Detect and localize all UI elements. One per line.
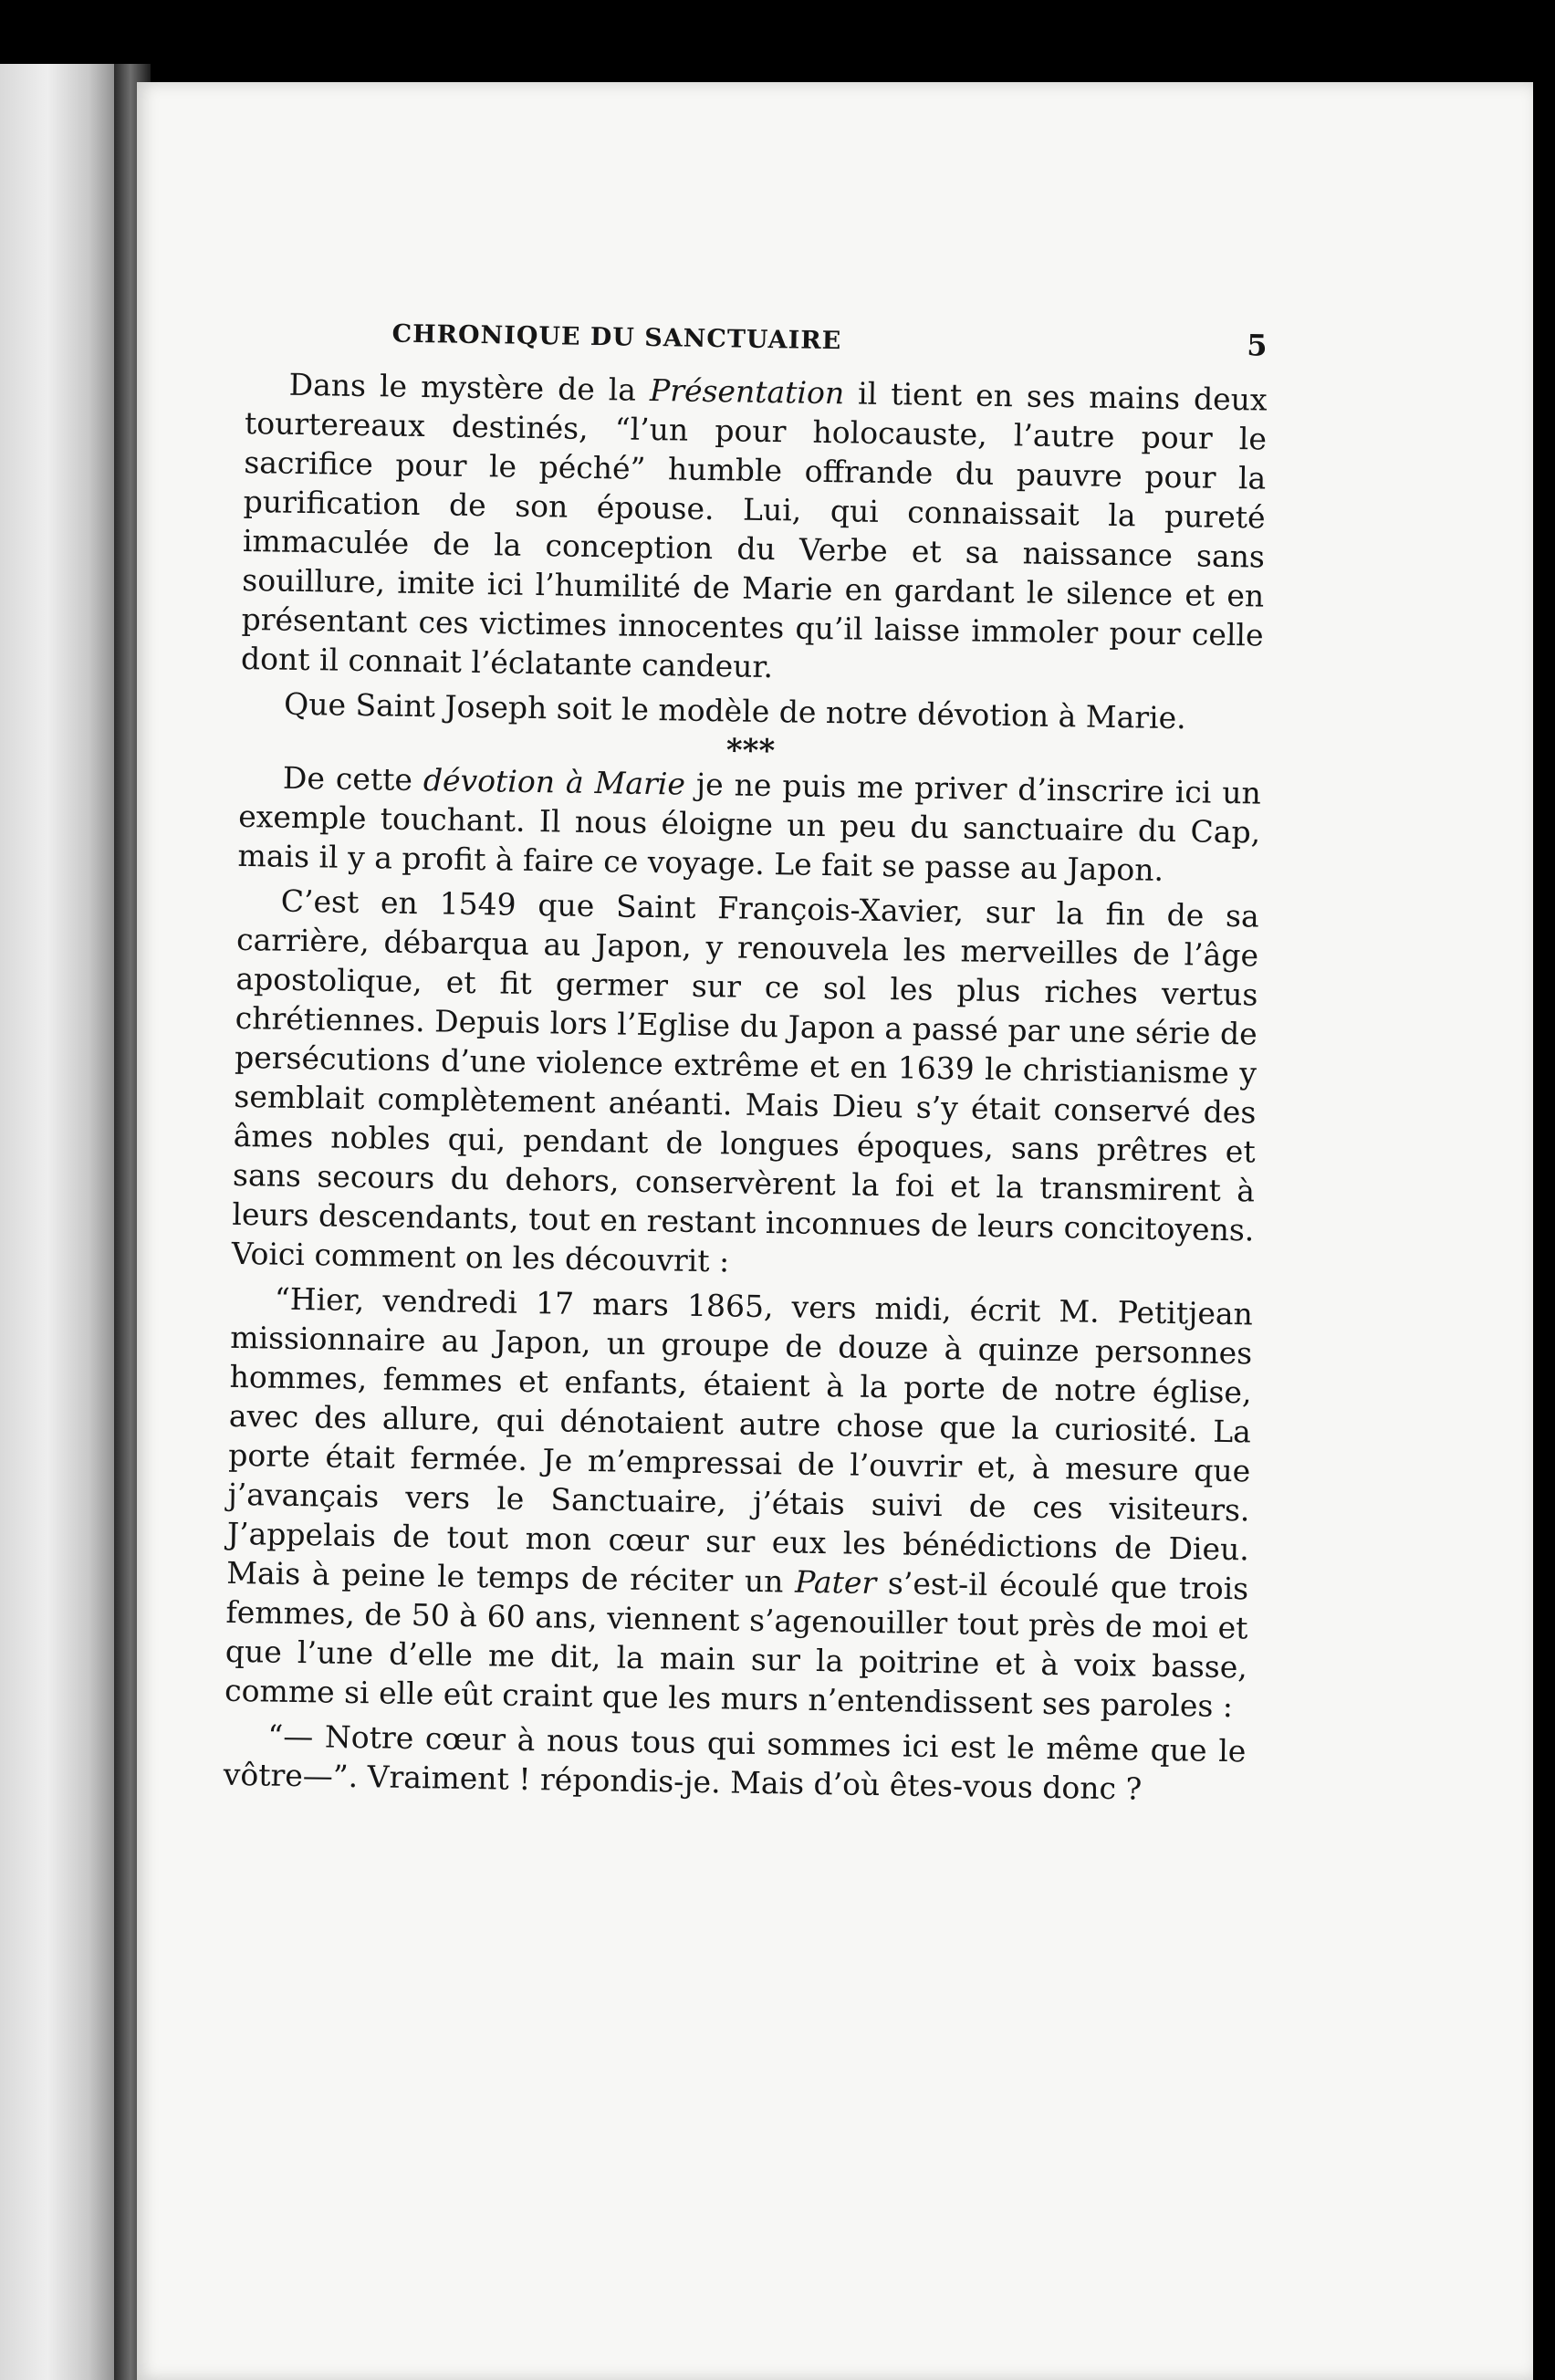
text-run: je ne puis me priver d’inscrire ici un exemple touchant. Il nous éloigne un peu du sanctuaire du Cap, mais il y a profit à faire ce voyage. Le fait se passe au Japon. [237,766,1262,888]
running-header [245,310,1268,368]
text-run: Dans le mystère de la [288,366,651,408]
paragraph [241,364,1268,694]
text-block [223,310,1268,1815]
text-run: “— Notre cœur à nous tous qui sommes ici est le même que le vôtre—”. Vraiment ! répondis-je. Mais d’où êtes-vous donc ? [223,1717,1247,1807]
italic-text: Présentation [649,371,845,412]
italic-text: dévotion à Marie [423,762,686,802]
section-presentation [240,364,1268,739]
book-page [137,82,1533,2380]
text-run: C’est en 1549 que Saint François-Xavier, sur la fin de sa carrière, débarqua au Japon, y renouvela les merveilles de l’âge apostolique, et fit germer sur ce sol les plus riches vertus chrétiennes. Depuis lors l’Eglise du Japon a passé par une série de persécutions d’une violence extrême et en 1639 le christianisme y semblait complètement anéanti. Mais Dieu s’y était conservé des âmes nobles qui, pendant de longues époques, sans prêtres et sans secours du dehors, conservèrent la foi et la transmirent à leurs descendants, tout en restant inconnues de leurs concitoyens. Voici comment on les découvrit : [231,882,1260,1279]
text-run: Que Saint Joseph soit le modèle de notre dévotion à Marie. [283,685,1186,736]
paragraph [223,1716,1246,1811]
section-separator: *** [725,732,776,770]
text-run: “Hier, vendredi 17 mars 1865, vers midi, écrit M. Petitjean missionnaire au Japon, un groupe de douze à quinze personnes hommes, femmes et enfants, étaient à la porte de notre église, avec des allure, qui dénotaient autre chose que la curiosité. La porte était fermée. Je m’empressai de l’ouvrir et, à mesure que j’avançais vers le Sanctuaire, j’étais suivi de ces visiteurs. J’appelais de tout mon cœur sur eux les bénédictions de Dieu. Mais à peine le temps de réciter un [225,1280,1254,1600]
italic-text: Pater [794,1563,877,1602]
book-spine-left-page [0,64,119,2380]
section-japan [223,757,1261,1810]
text-run: De cette [282,759,424,799]
text-run: il tient en ses mains deux tourtereaux destinés, “l’un pour holocauste, l’autre pour le sacrifice pour le péché” humble offrande du pauvre pour la purification de son épouse. Lui, qui connaissait la pureté immaculée de la conception du Verbe et sa naissance sans souillure, imite ici l’humilité de Marie en gardant le silence et en présentant ces victimes innocentes qu’il laisse immoler pour celle dont il connait l’éclatante candeur. [240,375,1268,685]
paragraph [224,1279,1253,1727]
paragraph [237,757,1261,892]
page-number: 5 [1246,328,1268,363]
running-head-title: CHRONIQUE DU SANCTUAIRE [391,319,842,356]
text-run: s’est-il écoulé que trois femmes, de 50 à 60 ans, viennent s’agenouiller tout près de moi et que l’une d’elle me dit, la main sur la poitrine et à voix basse, comme si elle eût craint que les murs n’entendissent ses paroles : [224,1565,1249,1725]
paragraph [231,881,1259,1289]
